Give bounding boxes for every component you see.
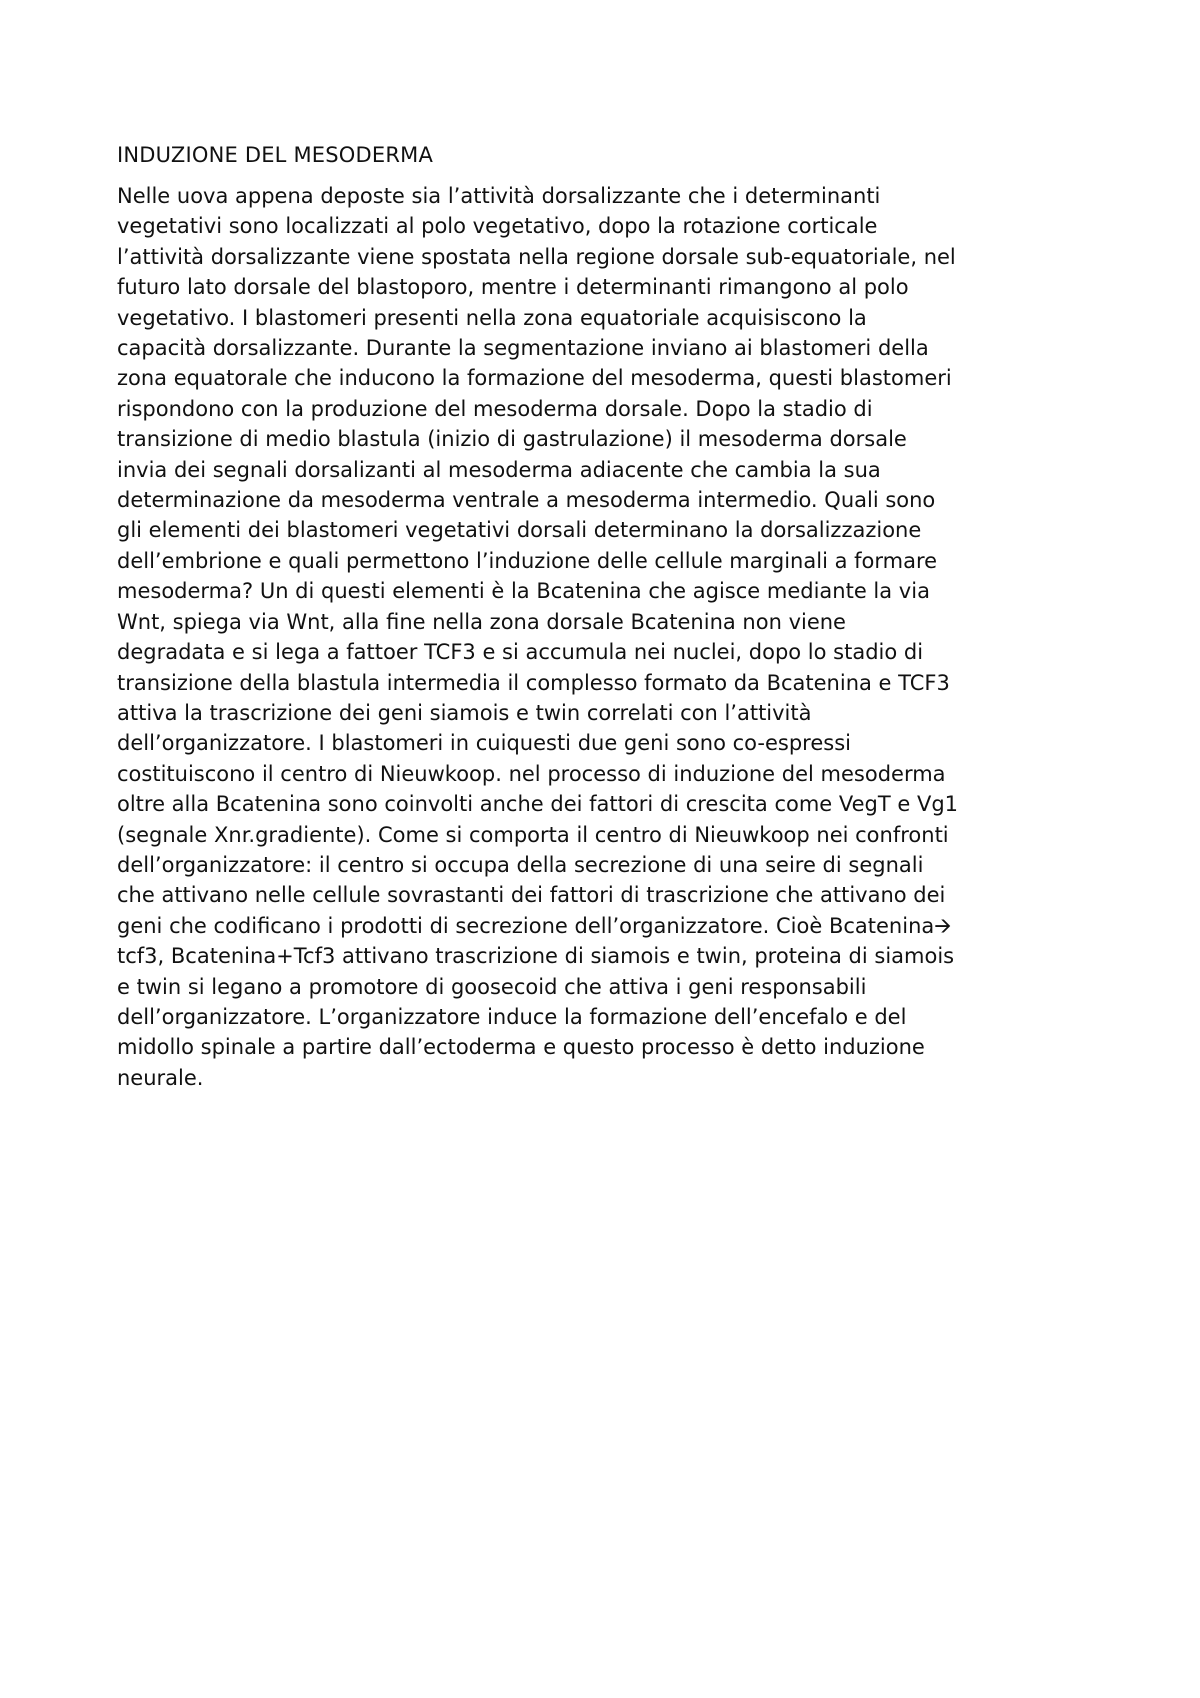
- text-line: Nelle uova appena deposte sia l’attività dorsalizzante che i determinanti: [117, 184, 881, 208]
- document-title: INDUZIONE DEL MESODERMA: [117, 143, 434, 167]
- text-line: oltre alla Bcatenina sono coinvolti anche dei fattori di crescita come VegT e Vg1: [117, 792, 959, 817]
- text-line: attiva la trascrizione dei geni siamois e twin correlati con l’attività: [117, 700, 812, 725]
- text-line: dell’organizzatore. I blastomeri in cuiquesti due geni sono co-espressi: [117, 731, 851, 756]
- text-line: dell’organizzatore. L’organizzatore induce la formazione dell’encefalo e del: [117, 1004, 907, 1029]
- text-line: midollo spinale a partire dall’ectoderma e questo processo è detto induzione: [117, 1035, 925, 1060]
- text-line: transizione della blastula intermedia il complesso formato da Bcatenina e TCF3: [117, 670, 950, 695]
- text-line: l’attività dorsalizzante viene spostata nella regione dorsale sub-equatoriale, nel: [117, 244, 956, 269]
- text-line: gli elementi dei blastomeri vegetativi dorsali determinano la dorsalizzazione: [117, 518, 922, 543]
- text-line: tcf3, Bcatenina+Tcf3 attivano trascrizione di siamois e twin, proteina di siamois: [117, 944, 955, 969]
- text-line: Wnt, spiega via Wnt, alla fine nella zona dorsale Bcatenina non viene: [117, 609, 846, 634]
- text-line: determinazione da mesoderma ventrale a mesoderma intermedio. Quali sono: [117, 488, 936, 513]
- text-line: vegetativi sono localizzati al polo vegetativo, dopo la rotazione corticale: [117, 214, 878, 239]
- document-body: [117, 181, 1107, 1093]
- text-line: degradata e si lega a fattoer TCF3 e si accumula nei nuclei, dopo lo stadio di: [117, 640, 924, 665]
- text-line: vegetativo. I blastomeri presenti nella zona equatoriale acquisiscono la: [117, 305, 867, 330]
- text-line: costituiscono il centro di Nieuwkoop. nel processo di induzione del mesoderma: [117, 761, 946, 786]
- text-line: che attivano nelle cellule sovrastanti dei fattori di trascrizione che attivano dei: [117, 883, 946, 908]
- text-line: geni che codificano i prodotti di secrezione dell’organizzatore. Cioè Bcatenina🡪: [117, 913, 952, 938]
- text-line: dell’organizzatore: il centro si occupa della secrezione di una seire di segnali: [117, 852, 924, 877]
- text-line: dell’embrione e quali permettono l’induzione delle cellule marginali a formare: [117, 548, 938, 573]
- text-line: invia dei segnali dorsalizanti al mesoderma adiacente che cambia la sua: [117, 457, 881, 482]
- text-line: rispondono con la produzione del mesoderma dorsale. Dopo la stadio di: [117, 396, 873, 421]
- text-line: transizione di medio blastula (inizio di gastrulazione) il mesoderma dorsale: [117, 427, 907, 452]
- text-line: capacità dorsalizzante. Durante la segmentazione inviano ai blastomeri della: [117, 336, 929, 361]
- text-line: zona equatorale che inducono la formazione del mesoderma, questi blastomeri: [117, 366, 952, 391]
- text-line: neurale.: [117, 1065, 204, 1090]
- text-line: (segnale Xnr.gradiente). Come si comporta il centro di Nieuwkoop nei confronti: [117, 822, 949, 847]
- text-line: futuro lato dorsale del blastoporo, mentre i determinanti rimangono al polo: [117, 275, 909, 300]
- text-line: mesoderma? Un di questi elementi è la Bcatenina che agisce mediante la via: [117, 579, 930, 604]
- document-content: [117, 140, 1107, 1093]
- text-line: e twin si legano a promotore di goosecoid che attiva i geni responsabili: [117, 974, 867, 999]
